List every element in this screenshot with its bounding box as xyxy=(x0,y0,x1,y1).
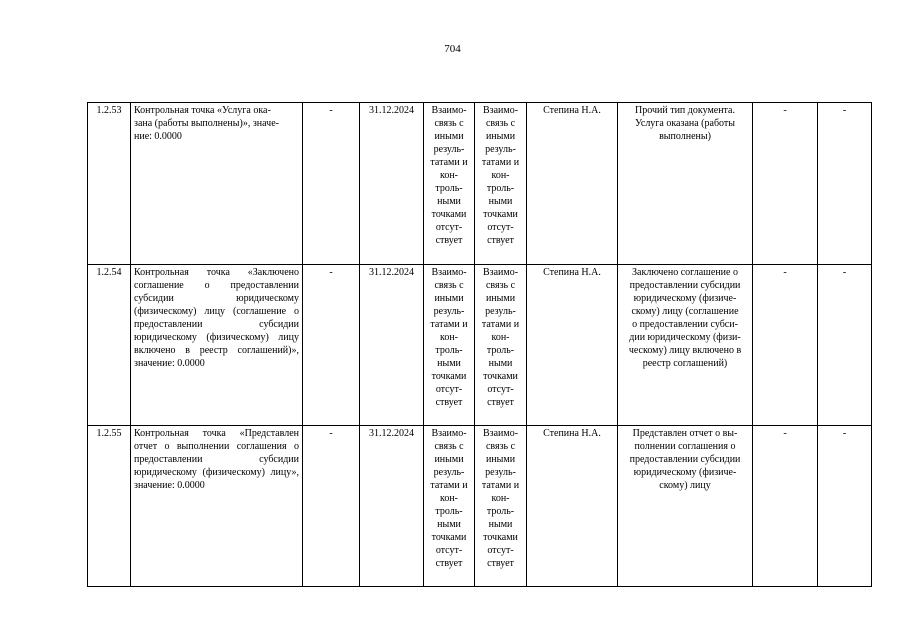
extra-cell-1: - xyxy=(753,103,818,265)
base-value-cell: - xyxy=(303,103,360,265)
control-points-table xyxy=(87,102,872,587)
control-point-description: Контрольная точка «Представлен отчет о выполнении соглашения о предоставлении субсидии юридическому (физическому) лицу», значение: 0.0000 xyxy=(131,426,303,587)
confirming-document: Представлен отчет о вы- полнении соглашения о предоставлении субсидии юридическому (физиче- скому) лицу xyxy=(618,426,753,587)
extra-cell-2: - xyxy=(818,426,872,587)
relation-next: Взаимо- связь с иными резуль- татами и кон- троль- ными точками отсут- ствует xyxy=(475,426,527,587)
relation-previous: Взаимо- связь с иными резуль- татами и кон- троль- ными точками отсут- ствует xyxy=(424,103,475,265)
extra-cell-2: - xyxy=(818,103,872,265)
control-point-description: Контрольная точка «Заключено соглашение о предоставлении субсидии юридическому (физическому) лицу (соглашение о предоставлении субсидии юридическому (физическому) лицу включено в реестр соглашений)», значение: 0.0000 xyxy=(131,265,303,426)
relation-next: Взаимо- связь с иными резуль- татами и кон- троль- ными точками отсут- ствует xyxy=(475,103,527,265)
responsible-person: Степина Н.А. xyxy=(527,265,618,426)
extra-cell-2: - xyxy=(818,265,872,426)
deadline-date: 31.12.2024 xyxy=(360,103,424,265)
base-value-cell: - xyxy=(303,426,360,587)
table-row xyxy=(88,103,872,265)
extra-cell-1: - xyxy=(753,265,818,426)
table-row xyxy=(88,426,872,587)
confirming-document: Прочий тип документа. Услуга оказана (работы выполнены) xyxy=(618,103,753,265)
base-value-cell: - xyxy=(303,265,360,426)
row-number: 1.2.55 xyxy=(88,426,131,587)
extra-cell-1: - xyxy=(753,426,818,587)
confirming-document: Заключено соглашение о предоставлении субсидии юридическому (физиче- скому) лицу (соглашение о предоставлении субси- дии юридическому (физи- ческому) лицу включено в реестр соглашений) xyxy=(618,265,753,426)
relation-previous: Взаимо- связь с иными резуль- татами и кон- троль- ными точками отсут- ствует xyxy=(424,426,475,587)
responsible-person: Степина Н.А. xyxy=(527,426,618,587)
row-number: 1.2.53 xyxy=(88,103,131,265)
relation-next: Взаимо- связь с иными резуль- татами и кон- троль- ными точками отсут- ствует xyxy=(475,265,527,426)
table-row xyxy=(88,265,872,426)
deadline-date: 31.12.2024 xyxy=(360,426,424,587)
control-point-description: Контрольная точка «Услуга ока- зана (работы выполнены)», значе- ние: 0.0000 xyxy=(131,103,303,265)
responsible-person: Степина Н.А. xyxy=(527,103,618,265)
relation-previous: Взаимо- связь с иными резуль- татами и кон- троль- ными точками отсут- ствует xyxy=(424,265,475,426)
row-number: 1.2.54 xyxy=(88,265,131,426)
deadline-date: 31.12.2024 xyxy=(360,265,424,426)
page-number: 704 xyxy=(444,43,461,55)
